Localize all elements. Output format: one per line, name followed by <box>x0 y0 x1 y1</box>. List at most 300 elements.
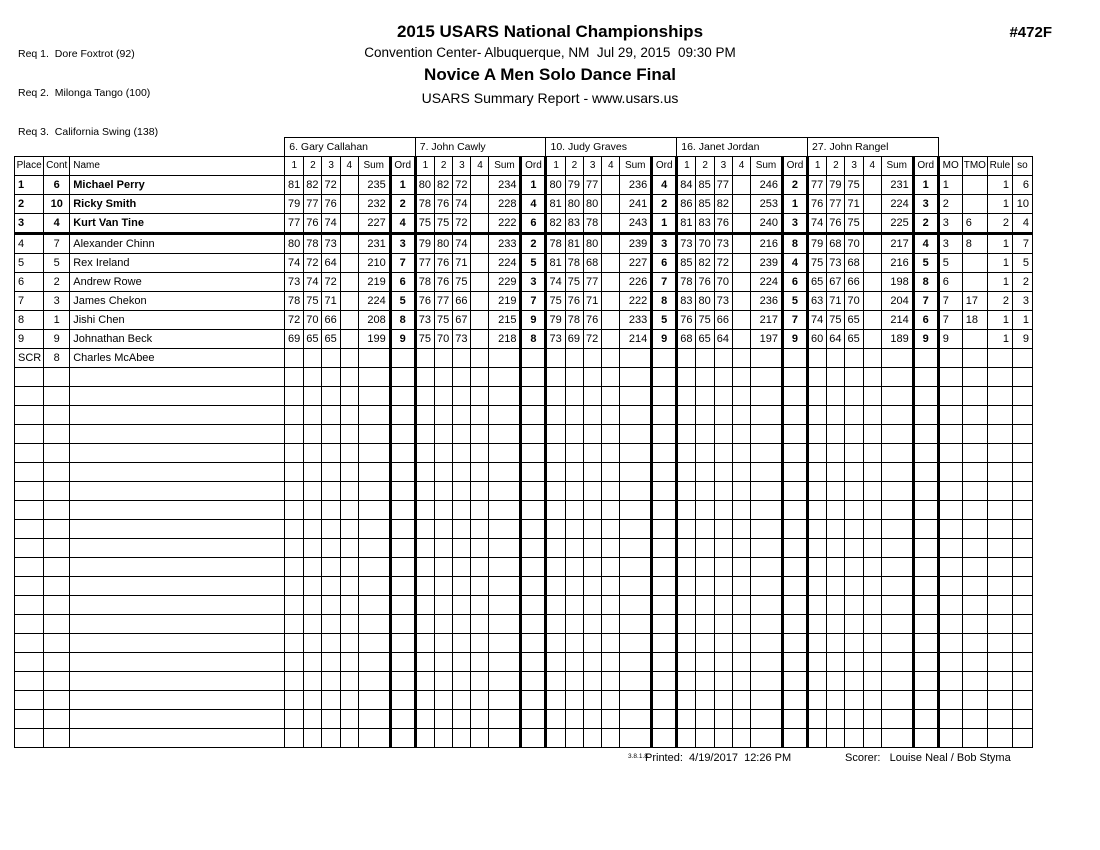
score-cell <box>304 425 322 444</box>
ord-cell <box>652 425 677 444</box>
ord-cell <box>521 520 546 539</box>
score-cell <box>471 254 489 273</box>
rule-cell <box>987 463 1012 482</box>
score-cell <box>714 596 732 615</box>
score-cell <box>677 729 696 748</box>
score-cell <box>807 653 826 672</box>
ord-cell <box>913 501 938 520</box>
score-cell <box>322 520 340 539</box>
ord-cell <box>913 615 938 634</box>
score-cell <box>565 463 583 482</box>
skater-name-cell: Jishi Chen <box>70 311 285 330</box>
column-header-row <box>15 157 1033 176</box>
score-cell <box>546 577 565 596</box>
sum-cell <box>358 349 390 368</box>
ord-cell: 4 <box>390 214 415 234</box>
score-cell: 73 <box>714 234 732 254</box>
sum-cell <box>750 463 782 482</box>
score-cell: 72 <box>322 273 340 292</box>
score-cell <box>546 710 565 729</box>
contestant-number-cell <box>44 558 70 577</box>
score-cell <box>285 539 304 558</box>
score-cell <box>415 406 434 425</box>
score-cell <box>322 653 340 672</box>
score-cell <box>304 596 322 615</box>
so-cell: 2 <box>1012 273 1032 292</box>
so-cell <box>1012 729 1032 748</box>
ord-cell: 4 <box>521 195 546 214</box>
score-cell <box>583 691 601 710</box>
score-cell: 80 <box>565 195 583 214</box>
sum-cell <box>881 539 913 558</box>
score-cell <box>340 234 358 254</box>
score-cell: 76 <box>583 311 601 330</box>
rule-cell <box>987 368 1012 387</box>
sum-cell <box>489 691 521 710</box>
score-cell <box>863 330 881 349</box>
tmo-cell <box>962 596 987 615</box>
sum-cell <box>881 596 913 615</box>
score-cell <box>863 729 881 748</box>
sum-cell <box>489 425 521 444</box>
ord-cell <box>390 520 415 539</box>
score-cell: 64 <box>322 254 340 273</box>
rule-cell: 1 <box>987 195 1012 214</box>
contestant-number-cell <box>44 577 70 596</box>
mo-cell: 7 <box>938 292 962 311</box>
ord-cell <box>913 406 938 425</box>
col-header-sum: Sum <box>358 157 390 176</box>
place-cell <box>15 558 44 577</box>
place-cell <box>15 596 44 615</box>
score-cell <box>714 482 732 501</box>
col-header-4: 4 <box>471 157 489 176</box>
score-cell <box>845 368 863 387</box>
ord-cell: 9 <box>521 311 546 330</box>
score-cell <box>415 425 434 444</box>
score-cell <box>285 672 304 691</box>
score-cell <box>471 520 489 539</box>
ord-cell: 5 <box>390 292 415 311</box>
score-cell <box>827 672 845 691</box>
score-cell <box>677 596 696 615</box>
score-cell <box>340 463 358 482</box>
score-cell <box>827 520 845 539</box>
score-cell <box>602 444 620 463</box>
tmo-cell: 8 <box>962 234 987 254</box>
score-cell <box>602 425 620 444</box>
ord-cell: 1 <box>913 176 938 195</box>
score-cell: 77 <box>583 176 601 195</box>
score-cell <box>807 368 826 387</box>
skater-name-cell <box>70 691 285 710</box>
empty-row <box>15 463 1033 482</box>
score-cell <box>415 387 434 406</box>
ord-cell <box>652 729 677 748</box>
score-cell <box>845 539 863 558</box>
ord-cell <box>390 729 415 748</box>
score-cell <box>807 406 826 425</box>
score-cell <box>285 691 304 710</box>
contestant-number-cell <box>44 368 70 387</box>
score-cell <box>285 653 304 672</box>
so-cell: 6 <box>1012 176 1032 195</box>
score-cell: 79 <box>807 234 826 254</box>
col-header-2: 2 <box>696 157 714 176</box>
score-cell <box>453 425 471 444</box>
skater-name-cell: Michael Perry <box>70 176 285 195</box>
score-cell <box>807 577 826 596</box>
tmo-cell: 6 <box>962 214 987 234</box>
score-cell <box>714 349 732 368</box>
result-row <box>15 195 1033 214</box>
sum-cell <box>750 387 782 406</box>
score-cell <box>827 710 845 729</box>
score-cell <box>471 577 489 596</box>
score-cell: 84 <box>677 176 696 195</box>
sum-cell <box>881 653 913 672</box>
score-cell <box>285 425 304 444</box>
score-cell <box>453 729 471 748</box>
score-cell: 77 <box>434 292 452 311</box>
score-cell <box>863 501 881 520</box>
sum-cell <box>489 615 521 634</box>
contestant-number-cell <box>44 729 70 748</box>
score-cell <box>471 710 489 729</box>
ord-cell <box>913 691 938 710</box>
score-cell <box>696 691 714 710</box>
rule-cell <box>987 520 1012 539</box>
score-cell <box>827 634 845 653</box>
score-cell <box>471 463 489 482</box>
score-cell <box>732 577 750 596</box>
score-cell <box>340 577 358 596</box>
sum-cell: 218 <box>489 330 521 349</box>
score-cell: 78 <box>285 292 304 311</box>
ord-cell <box>652 482 677 501</box>
score-cell <box>863 520 881 539</box>
ord-cell: 7 <box>782 311 807 330</box>
score-cell <box>863 577 881 596</box>
score-cell <box>583 729 601 748</box>
score-cell <box>677 406 696 425</box>
score-cell <box>583 710 601 729</box>
ord-cell <box>913 653 938 672</box>
skater-name-cell <box>70 501 285 520</box>
score-cell <box>863 482 881 501</box>
col-header-4: 4 <box>863 157 881 176</box>
score-cell <box>546 615 565 634</box>
score-cell <box>340 330 358 349</box>
score-cell <box>565 558 583 577</box>
place-cell <box>15 368 44 387</box>
ord-cell: 1 <box>390 176 415 195</box>
score-cell: 68 <box>677 330 696 349</box>
score-cell <box>602 311 620 330</box>
so-cell <box>1012 539 1032 558</box>
score-cell <box>677 615 696 634</box>
sum-cell <box>358 596 390 615</box>
score-cell <box>565 672 583 691</box>
score-cell <box>285 596 304 615</box>
mo-cell <box>938 539 962 558</box>
report-subtitle: USARS Summary Report - www.usars.us <box>421 90 679 106</box>
score-cell: 72 <box>322 176 340 195</box>
score-cell <box>732 672 750 691</box>
score-cell <box>583 349 601 368</box>
skater-name-cell: James Chekon <box>70 292 285 311</box>
empty-row <box>15 539 1033 558</box>
sum-cell: 210 <box>358 254 390 273</box>
score-cell <box>732 234 750 254</box>
score-cell <box>453 577 471 596</box>
score-cell: 72 <box>453 214 471 234</box>
col-header-mo: MO <box>938 157 962 176</box>
ord-cell <box>390 653 415 672</box>
score-cell <box>845 425 863 444</box>
score-cell: 80 <box>415 176 434 195</box>
score-cell <box>732 349 750 368</box>
sum-cell <box>620 577 652 596</box>
score-cell <box>415 672 434 691</box>
score-cell <box>285 463 304 482</box>
sum-cell <box>881 406 913 425</box>
mo-cell <box>938 387 962 406</box>
so-cell <box>1012 634 1032 653</box>
score-cell <box>471 482 489 501</box>
sum-cell <box>358 691 390 710</box>
score-cell <box>732 520 750 539</box>
judge-header-row <box>15 138 1033 157</box>
sum-cell <box>881 368 913 387</box>
score-cell <box>602 520 620 539</box>
score-cell <box>546 596 565 615</box>
mo-cell <box>938 520 962 539</box>
empty-row <box>15 710 1033 729</box>
report-number: #472F <box>1009 24 1052 41</box>
score-cell <box>565 482 583 501</box>
score-cell: 66 <box>453 292 471 311</box>
score-cell <box>322 596 340 615</box>
ord-cell: 2 <box>390 195 415 214</box>
score-cell <box>845 558 863 577</box>
score-cell <box>434 634 452 653</box>
score-cell <box>714 539 732 558</box>
score-cell <box>732 539 750 558</box>
tmo-cell <box>962 330 987 349</box>
sum-cell: 232 <box>358 195 390 214</box>
score-cell <box>546 463 565 482</box>
so-cell <box>1012 444 1032 463</box>
score-cell <box>340 672 358 691</box>
score-cell: 74 <box>453 195 471 214</box>
score-cell: 76 <box>434 254 452 273</box>
sum-cell <box>750 349 782 368</box>
score-cell <box>322 501 340 520</box>
score-cell <box>565 615 583 634</box>
ord-cell <box>521 387 546 406</box>
mo-cell <box>938 615 962 634</box>
sum-cell: 217 <box>750 311 782 330</box>
report-header <box>0 22 1100 106</box>
score-cell: 86 <box>677 195 696 214</box>
col-header-1: 1 <box>546 157 565 176</box>
score-cell <box>471 672 489 691</box>
score-cell <box>827 463 845 482</box>
sum-cell <box>620 463 652 482</box>
sum-cell <box>489 406 521 425</box>
ord-cell <box>521 729 546 748</box>
score-cell <box>565 691 583 710</box>
ord-cell: 2 <box>521 234 546 254</box>
score-cell <box>602 349 620 368</box>
score-cell <box>415 482 434 501</box>
judge-name-2: 7. John Cawly <box>415 138 546 157</box>
score-cell: 76 <box>827 214 845 234</box>
rule-cell <box>987 349 1012 368</box>
score-cell: 74 <box>546 273 565 292</box>
sum-cell <box>881 387 913 406</box>
ord-cell <box>913 558 938 577</box>
score-cell <box>322 539 340 558</box>
ord-cell <box>521 653 546 672</box>
contestant-number-cell <box>44 710 70 729</box>
score-cell <box>732 558 750 577</box>
ord-cell <box>782 349 807 368</box>
score-cell <box>696 729 714 748</box>
ord-cell <box>782 710 807 729</box>
col-header-3: 3 <box>714 157 732 176</box>
ord-cell <box>782 653 807 672</box>
sum-cell <box>489 558 521 577</box>
sum-cell <box>620 539 652 558</box>
score-cell <box>340 368 358 387</box>
mo-cell <box>938 577 962 596</box>
ord-cell <box>521 501 546 520</box>
score-cell <box>322 729 340 748</box>
tmo-cell <box>962 273 987 292</box>
so-cell <box>1012 615 1032 634</box>
score-cell: 70 <box>434 330 452 349</box>
score-cell: 73 <box>415 311 434 330</box>
score-cell: 81 <box>677 214 696 234</box>
so-cell <box>1012 691 1032 710</box>
score-cell <box>845 615 863 634</box>
score-cell <box>845 520 863 539</box>
score-cell <box>732 406 750 425</box>
sum-cell <box>358 729 390 748</box>
score-cell: 75 <box>827 311 845 330</box>
score-cell: 73 <box>546 330 565 349</box>
score-cell <box>732 330 750 349</box>
score-cell <box>732 634 750 653</box>
score-cell: 78 <box>415 195 434 214</box>
ord-cell <box>652 653 677 672</box>
tmo-cell <box>962 634 987 653</box>
score-cell <box>453 691 471 710</box>
sum-cell: 240 <box>750 214 782 234</box>
score-cell <box>602 387 620 406</box>
sum-cell <box>489 387 521 406</box>
score-cell <box>453 444 471 463</box>
ord-cell: 8 <box>913 273 938 292</box>
score-cell <box>732 254 750 273</box>
ord-cell <box>913 482 938 501</box>
sum-cell <box>489 368 521 387</box>
sum-cell <box>620 634 652 653</box>
score-cell <box>845 349 863 368</box>
score-cell <box>340 349 358 368</box>
score-cell <box>602 577 620 596</box>
col-header-4: 4 <box>340 157 358 176</box>
ord-cell <box>390 406 415 425</box>
ord-cell <box>913 387 938 406</box>
score-cell <box>583 463 601 482</box>
score-cell <box>304 463 322 482</box>
contestant-number-cell <box>44 691 70 710</box>
score-cell <box>827 539 845 558</box>
score-cell <box>471 444 489 463</box>
score-cell <box>677 482 696 501</box>
score-cell <box>807 596 826 615</box>
rule-cell: 1 <box>987 311 1012 330</box>
score-cell <box>863 176 881 195</box>
score-cell <box>732 444 750 463</box>
score-cell <box>340 691 358 710</box>
score-cell <box>677 520 696 539</box>
place-cell <box>15 520 44 539</box>
sum-cell <box>881 634 913 653</box>
sum-cell <box>489 539 521 558</box>
score-cell: 79 <box>565 176 583 195</box>
empty-row <box>15 482 1033 501</box>
score-cell: 82 <box>546 214 565 234</box>
contestant-number-cell: 6 <box>44 176 70 195</box>
sum-cell: 219 <box>489 292 521 311</box>
sum-cell <box>358 368 390 387</box>
rule-cell <box>987 539 1012 558</box>
score-cell <box>583 368 601 387</box>
sum-cell: 233 <box>620 311 652 330</box>
score-cell <box>714 520 732 539</box>
ord-cell <box>652 501 677 520</box>
score-cell: 71 <box>845 195 863 214</box>
score-cell: 78 <box>583 214 601 234</box>
score-cell <box>285 444 304 463</box>
place-cell: 7 <box>15 292 44 311</box>
score-cell <box>732 691 750 710</box>
score-cell: 82 <box>696 254 714 273</box>
score-cell <box>732 729 750 748</box>
so-cell: 9 <box>1012 330 1032 349</box>
score-cell <box>602 558 620 577</box>
ord-cell: 8 <box>652 292 677 311</box>
mo-cell: 3 <box>938 234 962 254</box>
score-cell <box>714 729 732 748</box>
score-cell <box>434 615 452 634</box>
ord-cell <box>652 558 677 577</box>
score-cell: 76 <box>415 292 434 311</box>
score-cell <box>434 349 452 368</box>
ord-cell <box>521 368 546 387</box>
sum-cell: 197 <box>750 330 782 349</box>
score-cell <box>453 615 471 634</box>
ord-cell <box>390 463 415 482</box>
score-cell <box>565 596 583 615</box>
skater-name-cell: Alexander Chinn <box>70 234 285 254</box>
score-cell <box>827 577 845 596</box>
so-cell <box>1012 672 1032 691</box>
